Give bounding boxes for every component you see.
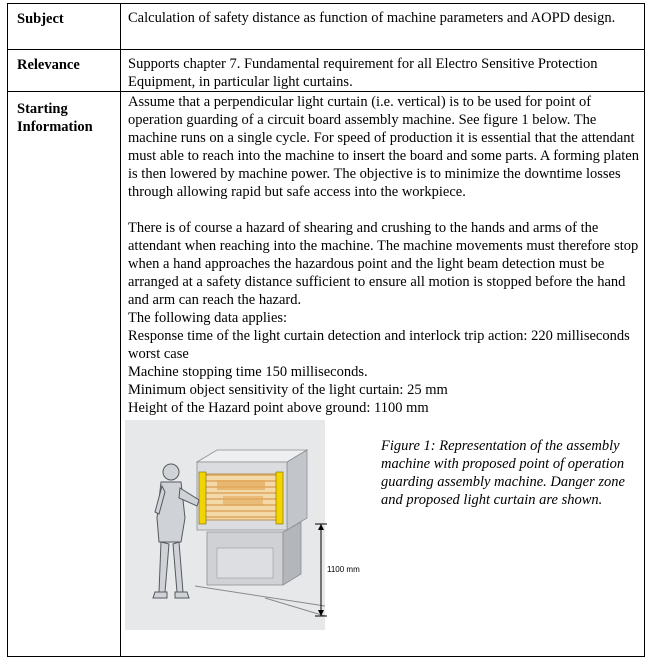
machine-illustration	[125, 420, 387, 630]
subject-text: Calculation of safety distance as function of machine parameters and AOPD design.	[121, 4, 645, 50]
relevance-row	[8, 50, 645, 92]
starting-paragraph-1: Assume that a perpendicular light curtain (i.e. vertical) is to be used for point of operation guarding of a circuit board assembly machine. See figure 1 below. The machine runs on a single cycle. For speed of production it is essential that the attendant must able to reach into the machine to insert the board and some parts. A forming platen is then lowered by machine power. The objective is to minimize the downtime losses through allowing rapid but safe access into the workpiece.	[128, 94, 639, 200]
data-object-sensitivity: Minimum object sensitivity of the light curtain: 25 mm	[128, 382, 448, 398]
starting-label-line2: Information	[17, 119, 93, 135]
starting-label	[8, 92, 121, 657]
relevance-label: Relevance	[8, 50, 121, 92]
subject-label: Subject	[8, 4, 121, 50]
starting-label-line1: Starting	[17, 101, 68, 117]
dimension-label: 1100 mm	[327, 565, 360, 574]
figure-caption: Figure 1: Representation of the assembly machine with proposed point of operation guarding assembly machine. Danger zone and proposed light curtain are shown.	[381, 438, 625, 508]
figure-area	[128, 420, 644, 630]
subject-row	[8, 4, 645, 50]
data-stopping-time: Machine stopping time 150 milliseconds.	[128, 364, 368, 380]
starting-row	[8, 92, 645, 657]
relevance-text: Supports chapter 7. Fundamental requirement for all Electro Sensitive Protection Equipment, in particular light curtains.	[121, 50, 645, 92]
data-intro: The following data applies:	[128, 310, 288, 326]
data-response-time: Response time of the light curtain detection and interlock trip action: 220 milliseconds worst case	[128, 328, 630, 362]
starting-paragraph-2: There is of course a hazard of shearing and crushing to the hands and arms of the attendant when reaching into the machine. The machine movements must therefore stop when a hand approaches the hazardous point and the light beam detection must be arranged at a safety distance sufficient to ensure all motion is stopped before the hand and arm can reach the hazard.	[128, 220, 639, 308]
light-curtain-right	[276, 472, 283, 524]
light-curtain-left	[199, 472, 206, 524]
info-table	[7, 3, 645, 657]
data-hazard-height: Height of the Hazard point above ground: 1100 mm	[128, 400, 429, 416]
starting-info	[121, 92, 645, 657]
